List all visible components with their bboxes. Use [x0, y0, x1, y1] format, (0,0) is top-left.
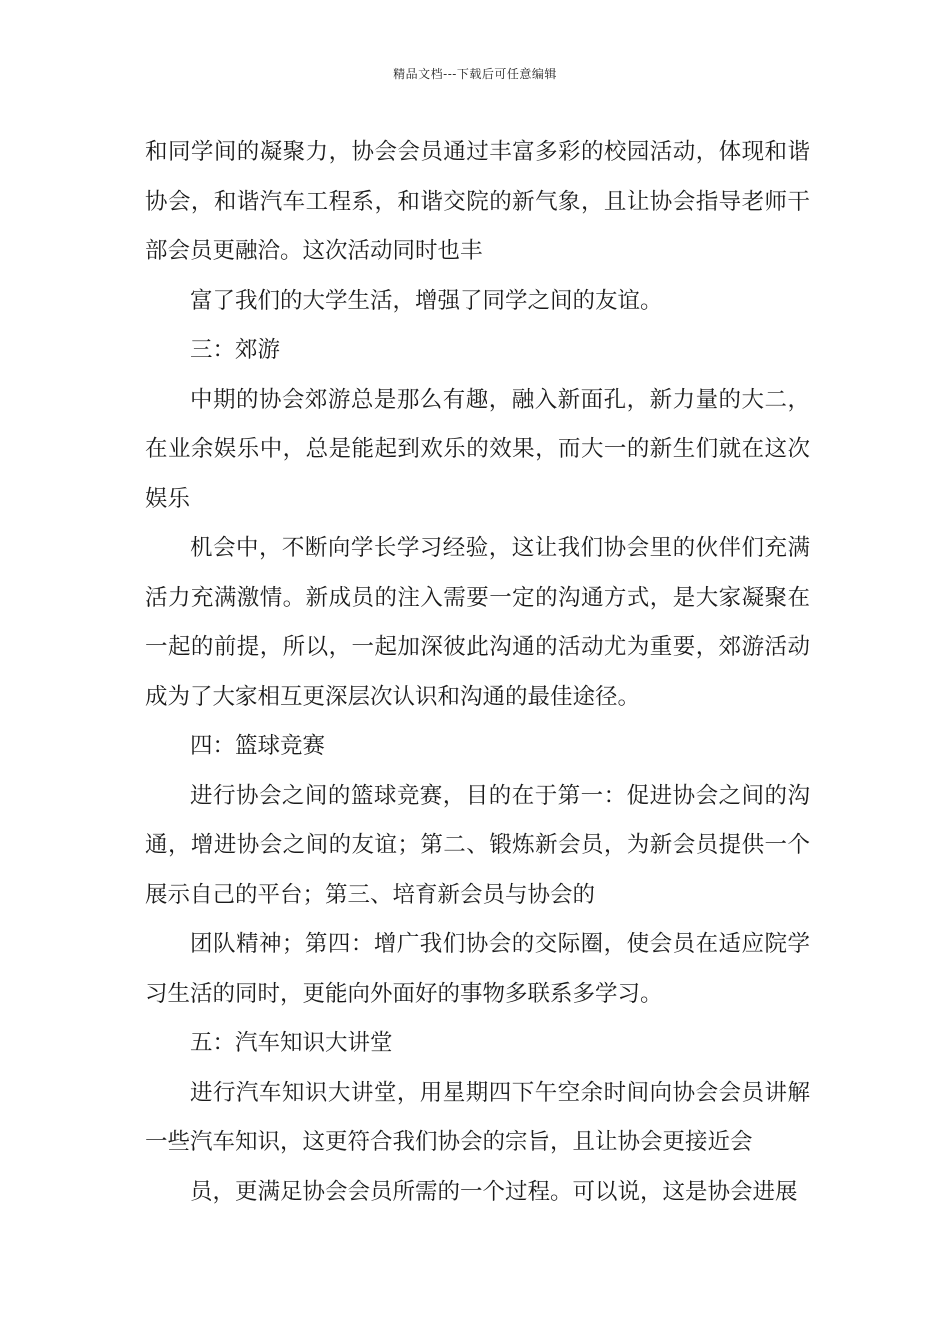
paragraph-10: 进行汽车知识大讲堂，用星期四下午空余时间向协会会员讲解一些汽车知识，这更符合我们协会的宗旨，且让协会更接近会 [145, 1079, 810, 1155]
paragraph-5: 机会中，不断向学长学习经验，这让我们协会里的伙伴们充满活力充满激情。新成员的注入需要一定的沟通方式，是大家凝聚在一起的前提，所以，一起加深彼此沟通的活动尤为重要，郊游活动成为了大家相互更深层次认识和沟通的最佳途径。 [145, 535, 810, 710]
paragraph-7: 进行协会之间的篮球竞赛，目的在于第一：促进协会之间的沟通，增进协会之间的友谊；第二、锻炼新会员，为新会员提供一个展示自己的平台；第三、培育新会员与协会的 [145, 782, 810, 908]
document-body [145, 128, 810, 1217]
page-header: 精品文档---下载后可任意编辑 [393, 67, 557, 81]
section-heading-3: 三：郊游 [190, 337, 281, 363]
paragraph-2: 富了我们的大学生活，增强了同学之间的友谊。 [190, 287, 663, 314]
section-heading-4: 四：篮球竞赛 [190, 733, 326, 759]
paragraph-11: 员，更满足协会会员所需的一个过程。可以说，这是协会进展 [190, 1178, 798, 1205]
paragraph-8: 团队精神；第四：增广我们协会的交际圈，使会员在适应院学习生活的同时，更能向外面好的事物多联系多学习。 [145, 931, 810, 1007]
section-heading-5: 五：汽车知识大讲堂 [190, 1030, 393, 1056]
paragraph-1: 和同学间的凝聚力，协会会员通过丰富多彩的校园活动，体现和谐协会，和谐汽车工程系，和谐交院的新气象，且让协会指导老师干部会员更融洽。这次活动同时也丰 [145, 139, 810, 264]
paragraph-4: 中期的协会郊游总是那么有趣，融入新面孔，新力量的大二，在业余娱乐中，总是能起到欢乐的效果，而大一的新生们就在这次娱乐 [145, 386, 810, 512]
